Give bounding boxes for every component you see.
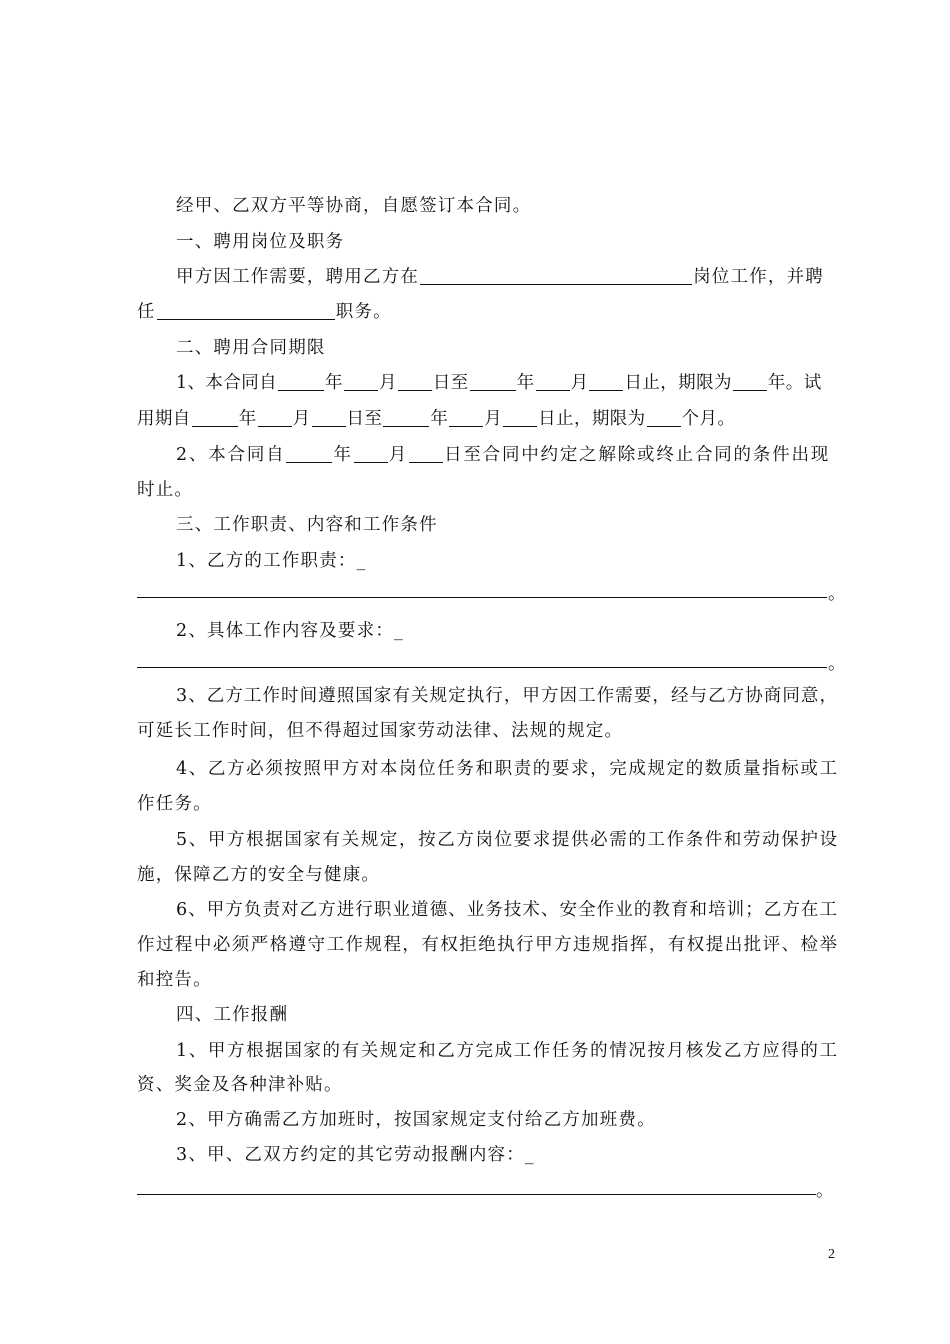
fill-in-rule bbox=[137, 597, 827, 598]
text: 用期自 bbox=[137, 409, 191, 429]
text: 日止，期限为 bbox=[538, 409, 646, 429]
rule-period: 。 bbox=[816, 1181, 834, 1201]
text: 年 bbox=[325, 373, 343, 393]
text: 年。试 bbox=[767, 373, 822, 393]
rule-period: 。 bbox=[828, 654, 846, 674]
blank bbox=[286, 443, 332, 463]
section-1-heading: 一、聘用岗位及职务 bbox=[176, 232, 345, 252]
fill-in-rule bbox=[137, 1194, 816, 1195]
blank bbox=[449, 407, 483, 427]
section-3-item-2: 2、具体工作内容及要求：_ bbox=[176, 621, 404, 641]
section-3-item-3-line-1: 3、乙方工作时间遵照国家有关规定执行，甲方因工作需要，经与乙方协商同意， bbox=[176, 686, 837, 706]
blank bbox=[409, 443, 443, 463]
text: 日至 bbox=[432, 373, 469, 393]
fill-in-rule bbox=[137, 667, 827, 668]
section-2-item-2-line-1 bbox=[176, 443, 837, 467]
section-3-item-1: 1、乙方的工作职责：_ bbox=[176, 551, 367, 571]
section-3-item-4-line-1: 4、乙方必须按照甲方对本岗位任务和职责的要求，完成规定的数质量指标或工 bbox=[176, 759, 837, 779]
section-2-item-1-line-1 bbox=[176, 371, 837, 395]
text: 1、本合同自 bbox=[176, 373, 278, 393]
blank bbox=[398, 371, 432, 391]
position-blank bbox=[420, 265, 692, 285]
text: 年 bbox=[238, 409, 257, 429]
blank bbox=[312, 407, 346, 427]
section-3-item-6-line-1: 6、甲方负责对乙方进行职业道德、业务技术、安全作业的教育和培训；乙方在工 bbox=[176, 900, 837, 920]
text: 年 bbox=[430, 409, 449, 429]
section-3-item-5-line-2: 施，保障乙方的安全与健康。 bbox=[137, 865, 381, 885]
text: 日至合同中约定之解除或终止合同的条件出现 bbox=[444, 445, 831, 465]
text: 职务。 bbox=[335, 302, 392, 322]
blank bbox=[192, 407, 238, 427]
text: 月 bbox=[378, 373, 397, 393]
text: 年 bbox=[516, 373, 535, 393]
text: 日止，期限为 bbox=[624, 373, 732, 393]
title-blank bbox=[157, 300, 335, 320]
section-2-item-1-line-2 bbox=[137, 407, 837, 431]
blank bbox=[536, 371, 570, 391]
text: 2、本合同自 bbox=[176, 445, 286, 465]
text: 月 bbox=[570, 373, 589, 393]
rule-period: 。 bbox=[828, 584, 846, 604]
text: 月 bbox=[388, 445, 409, 465]
text: 岗位工作，并聘 bbox=[693, 267, 825, 287]
intro-paragraph: 经甲、乙双方平等协商，自愿签订本合同。 bbox=[176, 196, 532, 216]
page-number: 2 bbox=[828, 1247, 835, 1262]
text: 个月。 bbox=[681, 409, 736, 429]
blank bbox=[470, 371, 516, 391]
section-4-heading: 四、工作报酬 bbox=[176, 1005, 289, 1025]
section-3-item-4-line-2: 作任务。 bbox=[137, 794, 212, 814]
text: 年 bbox=[333, 445, 353, 465]
section-4-item-1-line-1: 1、甲方根据国家的有关规定和乙方完成工作任务的情况按月核发乙方应得的工 bbox=[176, 1041, 837, 1061]
section-4-item-1-line-2: 资、奖金及各种津补贴。 bbox=[137, 1075, 343, 1095]
section-4-item-2: 2、甲方确需乙方加班时，按国家规定支付给乙方加班费。 bbox=[176, 1110, 656, 1130]
text: 月 bbox=[484, 409, 503, 429]
text: 甲方因工作需要，聘用乙方在 bbox=[176, 267, 420, 287]
section-1-line-2 bbox=[137, 300, 837, 324]
blank bbox=[258, 407, 292, 427]
section-4-item-3: 3、甲、乙双方约定的其它劳动报酬内容：_ bbox=[176, 1145, 535, 1165]
blank bbox=[344, 371, 378, 391]
section-3-item-6-line-3: 和控告。 bbox=[137, 970, 212, 990]
text: 月 bbox=[292, 409, 311, 429]
blank bbox=[278, 371, 324, 391]
section-3-item-6-line-2: 作过程中必须严格遵守工作规程，有权拒绝执行甲方违规指挥，有权提出批评、检举 bbox=[137, 935, 837, 955]
section-2-heading: 二、聘用合同期限 bbox=[176, 338, 326, 358]
blank bbox=[354, 443, 388, 463]
blank bbox=[589, 371, 623, 391]
blank bbox=[503, 407, 537, 427]
text: 任 bbox=[137, 302, 156, 322]
section-2-item-2-line-2: 时止。 bbox=[137, 480, 194, 500]
section-1-line-1 bbox=[176, 265, 837, 289]
blank bbox=[733, 371, 767, 391]
blank bbox=[383, 407, 429, 427]
section-3-item-3-line-2: 可延长工作时间，但不得超过国家劳动法律、法规的规定。 bbox=[137, 721, 624, 741]
text: 日至 bbox=[346, 409, 383, 429]
section-3-heading: 三、工作职责、内容和工作条件 bbox=[176, 515, 438, 535]
blank bbox=[647, 407, 681, 427]
section-3-item-5-line-1: 5、甲方根据国家有关规定，按乙方岗位要求提供必需的工作条件和劳动保护设 bbox=[176, 830, 837, 850]
